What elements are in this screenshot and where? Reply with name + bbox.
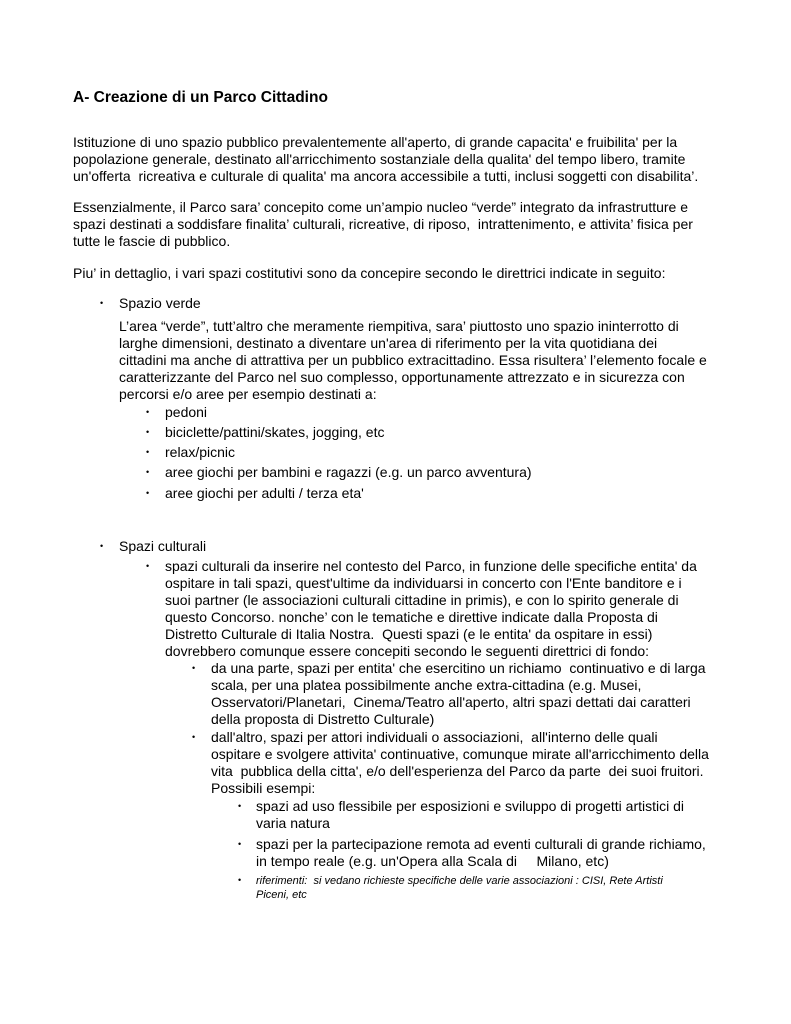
page-title: A- Creazione di un Parco Cittadino (73, 89, 328, 106)
bullet-icon: • (146, 447, 150, 457)
green-heading: Spazio verde (119, 295, 201, 311)
bullet-icon: • (146, 488, 150, 498)
green-description: L’area “verde”, tutt’altro che meramente riempitiva, sara’ piuttosto uno spazio ininterrotto di larghe dimensioni, destinato a diventare un'area di riferimento per la vita quotidiana dei cittadini ma anche di attrattiva per un pubblico extracittadino. Essa risultera’ l’elemento focale e caratterizzante del Parco nel suo complesso, opportunamente attrezzato e in sicurezza con percorsi e/o aree per esempio destinati a: (119, 318, 707, 402)
cultural-example: spazi ad uso flessibile per esposizioni e sviluppo di progetti artistici di varia natura (256, 798, 684, 831)
cultural-main-text: spazi culturali da inserire nel contesto del Parco, in funzione delle specifiche entita' da ospitare in tali spazi, quest'ultime da individuarsi in concerto con l'Ente banditore e i suoi partner (le associazioni culturali cittadine in primis), e con lo spirito generale di questo Concorso. nonche’ con le tematiche e direttive indicate dalla Proposta di Distretto Culturale di Italia Nostra. Questi spazi (e le entita' da ospitare in essi) dovrebbero comunque essere concepiti secondo le seguenti direttrici di fondo: (165, 558, 697, 659)
cultural-heading: Spazi culturali (119, 538, 207, 554)
bullet-icon: • (238, 801, 242, 811)
green-list-item: pedoni (165, 404, 208, 420)
bullet-icon: • (146, 467, 150, 477)
bullet-icon: • (100, 298, 104, 308)
bullet-icon: • (192, 732, 196, 742)
green-list-item: aree giochi per bambini e ragazzi (e.g. un parco avventura) (165, 464, 532, 480)
bullet-icon: • (146, 427, 150, 437)
essential-paragraph: Essenzialmente, il Parco sara’ concepito come un’ampio nucleo “verde” integrato da infrastrutture e spazi destinati a soddisfare finalita’ culturali, ricreative, di riposo, intrattenimento, e attivita’ fisica per tutte le fascie di pubblico. (73, 199, 693, 249)
bullet-icon: • (238, 839, 242, 849)
bullet-icon: • (146, 407, 150, 417)
bullet-icon: • (238, 875, 242, 885)
cultural-example: spazi per la partecipazione remota ad eventi culturali di grande richiamo, in tempo reale (e.g. un'Opera alla Scala di Milano, etc) (256, 836, 706, 869)
green-list-item: biciclette/pattini/skates, jogging, etc (165, 424, 385, 440)
green-list-item: relax/picnic (165, 444, 236, 460)
cultural-references: riferimenti: si vedano richieste specifiche delle varie associazioni : CISI, Rete Artisti Piceni, etc (256, 875, 663, 901)
green-list-item: aree giochi per adulti / terza eta' (165, 485, 364, 501)
bullet-icon: • (192, 663, 196, 673)
detail-paragraph: Piu’ in dettaglio, i vari spazi costitutivi sono da concepire secondo le direttrici indicate in seguito: (73, 265, 666, 281)
bullet-icon: • (100, 541, 104, 551)
intro-paragraph: Istituzione di uno spazio pubblico prevalentemente all'aperto, di grande capacita' e fruibilita' per la popolazione generale, destinato all'arricchimento sostanziale della qualita' del tempo libero, tramite un'offerta ricreativa e culturale di qualita' ma ancora accessibile a tutti, inclusi soggetti con disabilita’. (73, 134, 699, 184)
cultural-sub-item: dall'altro, spazi per attori individuali o associazioni, all'interno delle quali ospitare e svolgere attivita' continuative, comunque mirate all'arricchimento della vita pubblica della citta', e/o dell'esperienza del Parco da parte dei suoi fruitori. Possibili esempi: (211, 729, 709, 796)
bullet-icon: • (146, 561, 150, 571)
cultural-sub-item: da una parte, spazi per entita' che esercitino un richiamo continuativo e di larga scala, per una platea possibilmente anche extra-cittadina (e.g. Musei, Osservatori/Planetari, Cinema/Teatro all'aperto, altri spazi dettati dai caratteri della proposta di Distretto Culturale) (211, 660, 706, 727)
